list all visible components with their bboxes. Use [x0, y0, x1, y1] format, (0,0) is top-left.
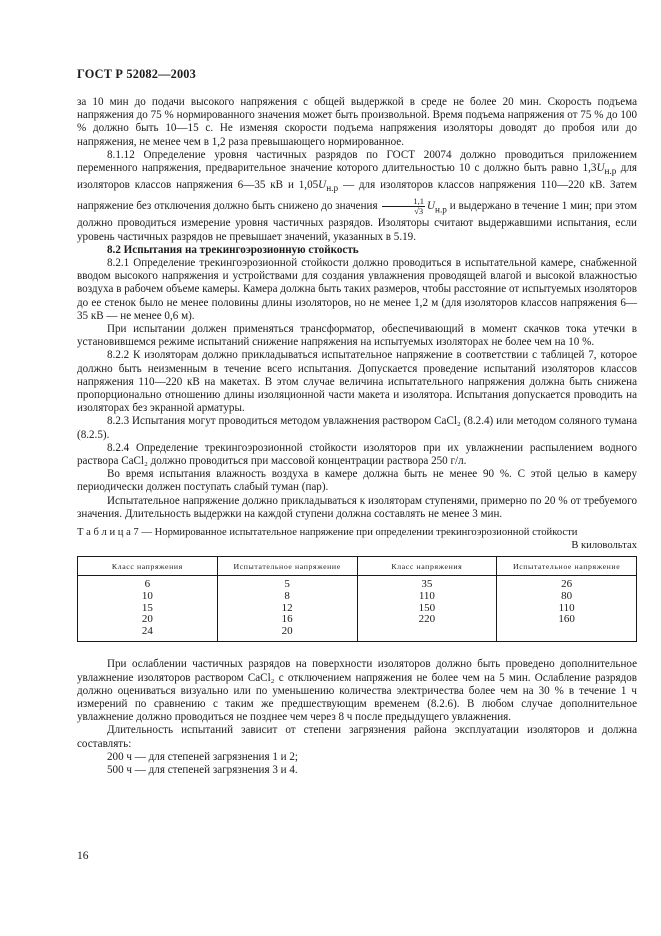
table-header-cell: Класс напряжения	[78, 557, 218, 576]
document-body	[77, 96, 637, 777]
paragraph: 8.2.1 Определение трекингоэрозионной стойкости должно проводиться в испытательной камере, снабженной вводом высокого напряжения и устройствами для создания увлажнения проводящей влагой и высокой влажностью воздуха в рабочем объеме камеры. Камера должна быть таких размеров, чтобы расстояние от испытуемых изоляторов до ее стенок было не менее половины длины изоляторов, но не менее 1,2 м (для изоляторов классов напряжения 6—35 кВ — не менее 0,6 м).	[77, 256, 637, 322]
page-number: 16	[77, 850, 89, 862]
paragraph: Во время испытания влажность воздуха в камере должна быть не менее 90 %. С этой целью в камеру периодически должен поступать слабый туман (пар).	[77, 468, 637, 494]
table-cell: 8	[284, 590, 290, 602]
table-cell: 12	[281, 601, 293, 614]
table-column-4	[497, 576, 637, 642]
paragraph: При ослаблении частичных разрядов на поверхности изоляторов должно быть проведено дополнительное увлажнение изоляторов раствором CaCl₂ с отключением напряжения не более чем на 5 мин. Ослабление разрядов должно оцениваться визуально или по уменьшению количества электричества более чем на 30 % в течение 1 ч измерений по сравнению с таким же предшествующим временем (8.2.6). В любом случае дополнительное увлажнение должно проводиться не позднее чем через 8 ч после предыдущего увлажнения.	[77, 658, 637, 724]
paragraph: 8.2.4 Определение трекингоэрозионной стойкости изоляторов при их увлажнении распылением водного раствора CaCl₂ должно проводиться при массовой концентрации раствора 250 г/л.	[77, 441, 637, 467]
table-cell: 15	[141, 601, 153, 614]
fraction: $\frac{1,1}{√3}$	[382, 197, 425, 216]
paragraph: 200 ч — для степеней загрязнения 1 и 2;	[107, 750, 298, 763]
table-cell: 26	[561, 578, 573, 591]
table-cell: 6	[144, 578, 151, 591]
paragraphs-bottom	[77, 658, 637, 777]
table-cell: 35	[421, 578, 433, 591]
table-cell: 160	[558, 613, 575, 626]
table-header-cell: Испытательное напряжение	[497, 557, 637, 576]
table-column-2	[217, 576, 357, 642]
paragraph: При испытании должен применяться трансформатор, обеспечивающий в момент скачков тока утечки в установившемся режиме испытаний снижение напряжения на испытуемых изоляторах не более чем на 10 %.	[77, 322, 637, 349]
table-cell: 24	[141, 624, 153, 637]
table-7-unit: В киловольтах	[571, 540, 637, 552]
table-header-cell: Класс напряжения	[357, 557, 497, 576]
table-cell: 20	[141, 613, 153, 626]
table-cell: 16	[281, 613, 293, 626]
paragraph: 500 ч — для степеней загрязнения 3 и 4.	[107, 764, 298, 776]
paragraph-8-1-12: 8.1.12 Определение уровня частичных разрядов по ГОСТ 20074 должно проводиться приложением переменного напряжения, предварительное значение которого длительностью 10 с должно быть равно $1,3U_{н.р}$ для изоляторов классов напряжения 6—35 кВ и $1,05U_{н.р}$ — для изоляторов классов напряжения 110—220 кВ. Затем напряжение без отключения должно быть снижено до значения $\frac{1,1}{√3}$ $U_{н.р}$ и выдержано в течение 1 мин; при этом должно проводиться измерение уровня частичных разрядов. Изоляторы считают выдержавшими испытания, если уровень частичных разрядов не превышает значений, указанных в 5.19.	[77, 148, 637, 243]
table-column-3	[357, 576, 497, 642]
paragraphs-mid	[77, 257, 637, 521]
paragraph: Длительность испытаний зависит от степени загрязнения района эксплуатации изоляторов и должна составлять:	[77, 724, 637, 750]
section-8-2-title: 8.2 Испытания на трекингоэрозионную стойкость	[107, 243, 359, 256]
table-cell: 150	[418, 601, 436, 614]
table-cell: 20	[281, 624, 293, 637]
table-cell: 220	[418, 613, 436, 626]
table-cell: 5	[284, 578, 290, 591]
table-cell: 10	[141, 590, 153, 602]
table-cell: 110	[418, 590, 435, 602]
table-7-caption: Т а б л и ц а 7 — Нормированное испытательное напряжение при определении трекингоэрозионной стойкости	[77, 527, 578, 538]
paragraph: за 10 мин до подачи высокого напряжения с общей выдержкой в среде не более 20 мин. Скорость подъема напряжения до 75 % нормированного значения может быть произвольной. Время подъема напряжения от 75 % до 100 % должно быть 10—15 с. Не изменяя скорости подъема напряжения изоляторы доводят до пробоя или до напряжения, не менее чем в 1,2 раза превышающего нормированное.	[77, 96, 637, 148]
paragraph: 8.2.3 Испытания могут проводиться методом увлажнения раствором CaCl₂ (8.2.4) или методом соляного тумана (8.2.5).	[77, 415, 637, 441]
table-header-cell: Испытательное напряжение	[217, 557, 357, 576]
paragraphs-top	[77, 96, 637, 149]
table-cell: 110	[558, 601, 575, 614]
table-cell: 80	[561, 590, 573, 602]
paragraph: Испытательное напряжение должно прикладываться к изоляторам ступенями, примерно по 20 % от требуемого значения. Длительность выдержки на каждой ступени должна составлять не менее 3 мин.	[77, 494, 637, 520]
table-7	[77, 556, 637, 642]
paragraph: 8.2.2 К изоляторам должно прикладываться испытательное напряжение в соответствии с таблицей 7, которое должно быть неизменным в течение всего испытания. Допускается проведение испытаний изоляторов классов напряжения 110—220 кВ на макетах. В этом случае величина испытательного напряжения должна быть снижена пропорционально отношению длины изоляционной части макета и изолятора. Испытания допускается проводить на изоляторах без экранной арматуры.	[77, 349, 637, 415]
document-header: ГОСТ Р 52082—2003	[77, 67, 197, 81]
table-column-1	[78, 576, 218, 642]
